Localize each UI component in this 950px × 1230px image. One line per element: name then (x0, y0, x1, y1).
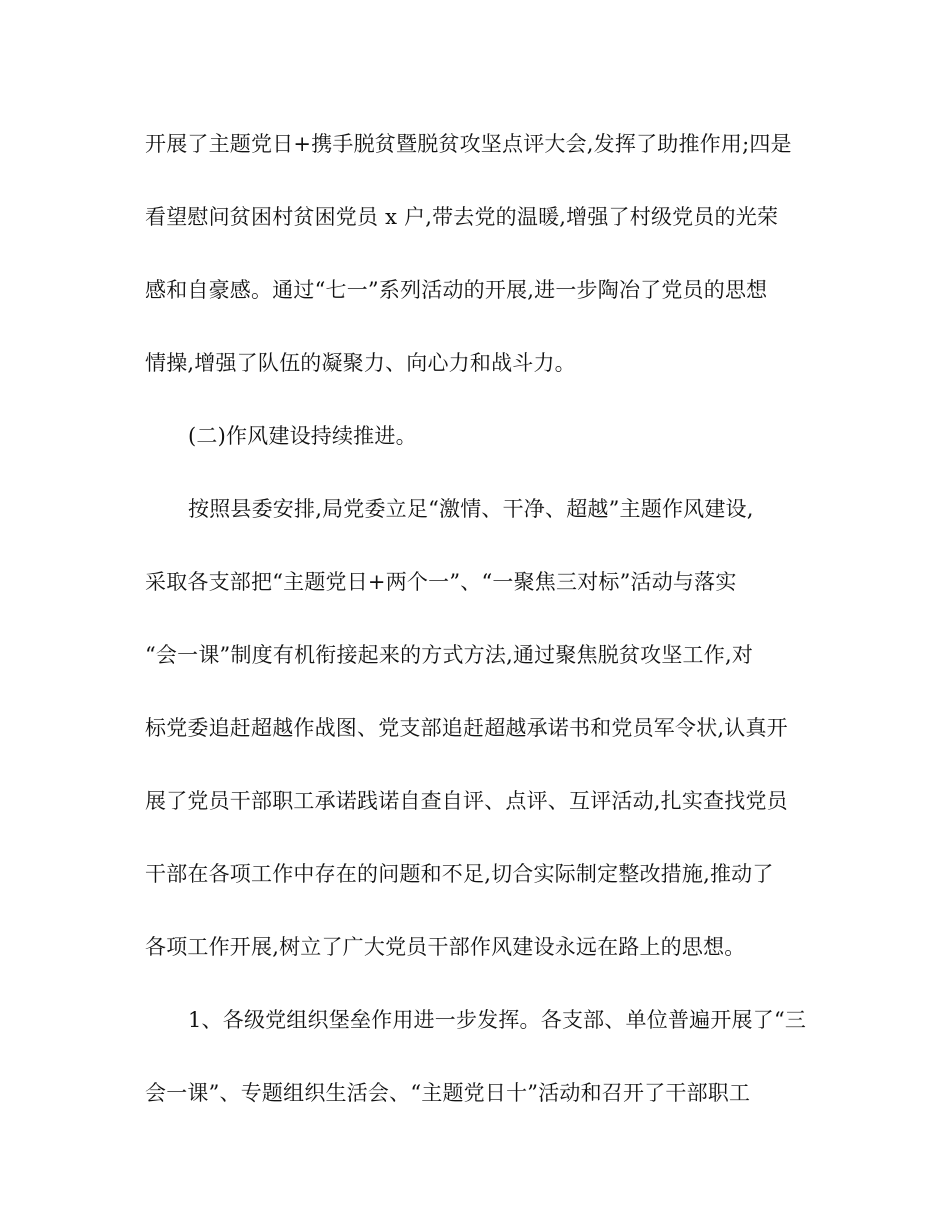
paragraph-line: 展了党员干部职工承诺践诺自查自评、点评、互评活动,扎实查找党员 (145, 789, 788, 813)
paragraph-line: 按照县委安排,局党委立足“激情、干净、超越”主题作风建设, (188, 497, 754, 521)
paragraph-line: 开展了主题党日+携手脱贫暨脱贫攻坚点评大会,发挥了助推作用;四是 (145, 132, 792, 156)
paragraph-line: 采取各支部把“主题党日+两个一”、“一聚焦三对标”活动与落实 (145, 570, 737, 594)
paragraph-line: 会一课”、专题组织生活会、“主题党日十”活动和召开了干部职工 (145, 1081, 751, 1105)
paragraph-line: 标党委追赶超越作战图、党支部追赶超越承诺书和党员军令状,认真开 (145, 716, 788, 740)
paragraph-line: 干部在各项工作中存在的问题和不足,切合实际制定整改措施,推动了 (145, 862, 774, 886)
paragraph-line: 看望慰问贫困村贫困党员 x 户,带去党的温暖,增强了村级党员的光荣 (145, 205, 779, 229)
paragraph-line: “会一课”制度有机衔接起来的方式方法,通过聚焦脱贫攻坚工作,对 (145, 643, 754, 667)
section-heading: (二)作风建设持续推进。 (188, 424, 417, 448)
paragraph-line: 感和自豪感。通过“七一”系列活动的开展,进一步陶冶了党员的思想 (145, 278, 768, 302)
paragraph-line: 各项工作开展,树立了广大党员干部作风建设永远在路上的思想。 (145, 935, 746, 959)
paragraph-line: 1、各级党组织堡垒作用进一步发挥。各支部、单位普遍开展了“三 (188, 1008, 807, 1032)
paragraph-line: 情操,增强了队伍的凝聚力、向心力和战斗力。 (145, 351, 576, 375)
